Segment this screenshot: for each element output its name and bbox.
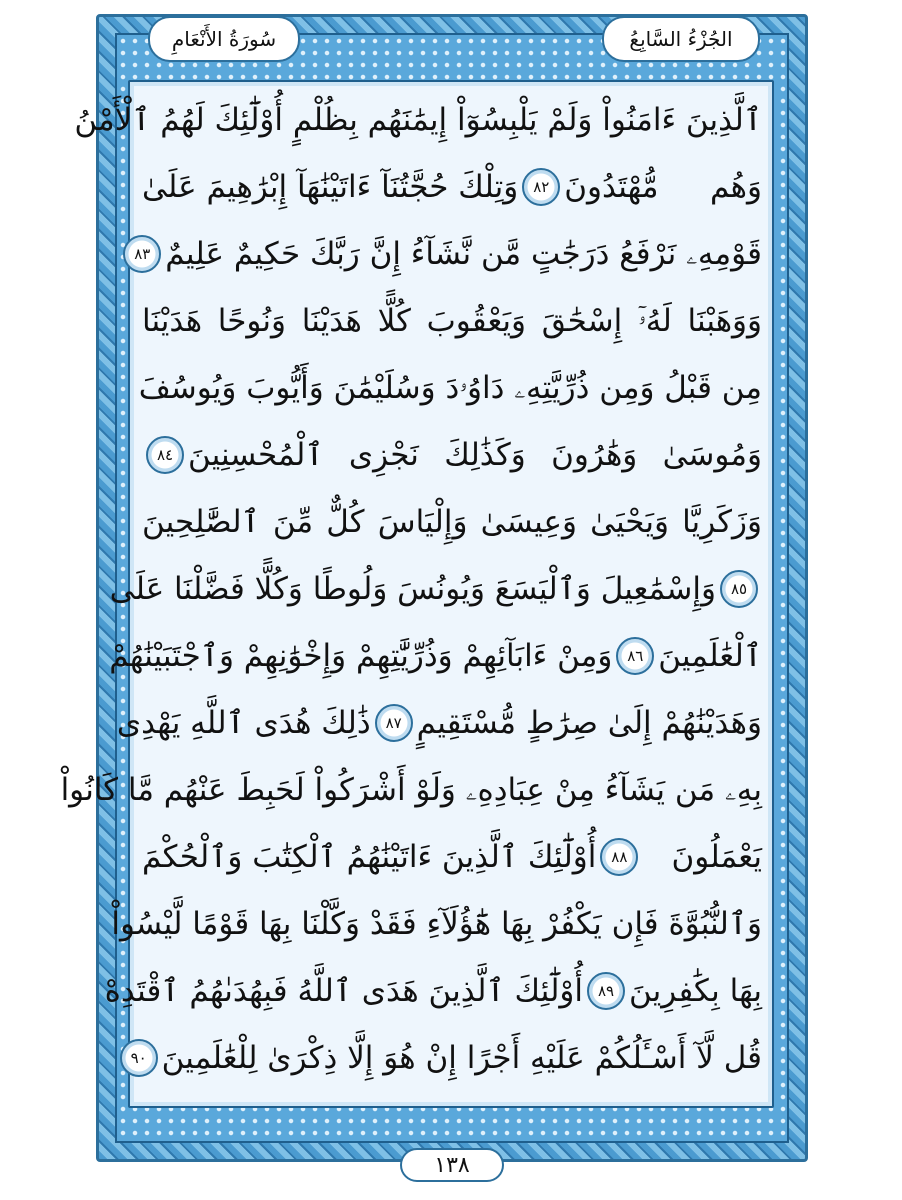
surah-header [148, 16, 300, 62]
ayah-number-marker: ٨٨ [600, 838, 638, 876]
text-line [104, 961, 762, 1021]
text-line [142, 157, 762, 217]
text-line [138, 358, 762, 418]
text-line [142, 827, 762, 887]
verse-text: بِهِۦ مَن يَشَآءُ مِنْ عِبَادِهِۦ وَلَوْ أَشْرَكُواْ لَحَبِطَ عَنْهُم مَّا كَانُواْ [60, 771, 762, 808]
verse-text: مِن قَبْلُ وَمِن ذُرِّيَّتِهِۦ دَاوُۥدَ وَسُلَيْمَٰنَ وَأَيُّوبَ وَيُوسُفَ [138, 369, 762, 406]
verse-text: بِهَا بِكَٰفِرِينَ [629, 973, 762, 1009]
text-line [130, 1028, 762, 1088]
verse-text: وَزَكَرِيَّا وَيَحْيَىٰ وَعِيسَىٰ وَإِلْيَاسَ كُلٌّ مِّنَ ٱلصَّٰلِحِينَ [142, 504, 762, 540]
verse-text: وَمِنْ ءَابَآئِهِمْ وَذُرِّيَّٰتِهِمْ وَإِخْوَٰنِهِمْ وَٱجْتَبَيْنَٰهُمْ [109, 638, 613, 674]
verse-text: وَوَهَبْنَا لَهُۥٓ إِسْحَٰقَ وَيَعْقُوبَ كُلًّا هَدَيْنَا وَنُوحًا هَدَيْنَا [142, 302, 762, 339]
text-line [116, 693, 762, 753]
surah-label: سُورَةُ الأَنْعَامِ [171, 27, 277, 51]
page-number [400, 1148, 504, 1182]
ayah-number-marker: ٨٩ [587, 972, 625, 1010]
verse-text: ذَٰلِكَ هُدَى ٱللَّهِ يَهْدِى [116, 705, 371, 741]
verse-text: ٱلَّذِينَ ءَامَنُواْ وَلَمْ يَلْبِسُوٓاْ إِيمَٰنَهُم بِظُلْمٍ أُوْلَٰٓئِكَ لَهُمُ ٱلْأَمْنُ [74, 102, 762, 138]
quran-text [60, 90, 762, 1100]
juz-header [602, 16, 760, 62]
verse-text: وَتِلْكَ حُجَّتُنَآ ءَاتَيْنَٰهَآ إِبْرَٰهِيمَ عَلَىٰ [142, 169, 519, 205]
text-line [109, 559, 762, 619]
ayah-number-marker: ٩٠ [120, 1039, 158, 1077]
ayah-number-marker: ٨٣ [123, 235, 161, 273]
text-line [111, 894, 762, 954]
page-number-label: ١٣٨ [434, 1152, 470, 1178]
ayah-number-marker: ٨٧ [375, 704, 413, 742]
text-line [109, 626, 762, 686]
verse-text: قَوْمِهِۦ نَرْفَعُ دَرَجَٰتٍ مَّن نَّشَآءُ إِنَّ رَبَّكَ حَكِيمٌ عَلِيمٌ [165, 235, 762, 272]
ayah-number-marker: ٨٥ [720, 570, 758, 608]
verse-text: وَهُم مُّهْتَدُونَ [564, 169, 762, 205]
verse-text: ٱلْعَٰلَمِينَ [658, 638, 762, 674]
verse-text: أُوْلَٰٓئِكَ ٱلَّذِينَ ءَاتَيْنَٰهُمُ ٱلْكِتَٰبَ وَٱلْحُكْمَ [142, 839, 597, 875]
text-line [142, 291, 762, 351]
verse-text: يَعْمَلُونَ [671, 839, 762, 875]
verse-text: وَهَدَيْنَٰهُمْ إِلَىٰ صِرَٰطٍ مُّسْتَقِيمٍ [416, 705, 762, 741]
verse-text: أُوْلَٰٓئِكَ ٱلَّذِينَ هَدَى ٱللَّهُ فَبِهُدَىٰهُمُ ٱقْتَدِهْ [104, 973, 584, 1009]
verse-text: قُل لَّآ أَسْـَٔلُكُمْ عَلَيْهِ أَجْرًا إِنْ هُوَ إِلَّا ذِكْرَىٰ لِلْعَٰلَمِينَ [161, 1040, 762, 1076]
text-line [60, 760, 762, 820]
verse-text: وَمُوسَىٰ وَهَٰرُونَ وَكَذَٰلِكَ نَجْزِى ٱلْمُحْسِنِينَ [188, 437, 762, 473]
text-line [134, 224, 762, 284]
juz-label: الجُزْءُ السَّابِعُ [629, 27, 733, 51]
ayah-number-marker: ٨٤ [146, 436, 184, 474]
ayah-number-marker: ٨٦ [616, 637, 654, 675]
text-line [142, 425, 762, 485]
text-line [142, 492, 762, 552]
verse-text: وَإِسْمَٰعِيلَ وَٱلْيَسَعَ وَيُونُسَ وَلُوطًا وَكُلًّا فَضَّلْنَا عَلَى [109, 571, 716, 607]
verse-text: وَٱلنُّبُوَّةَ فَإِن يَكْفُرْ بِهَا هَٰٓؤُلَآءِ فَقَدْ وَكَّلْنَا بِهَا قَوْمًا لَّيْسُواْ [111, 906, 762, 942]
ayah-number-marker: ٨٢ [522, 168, 560, 206]
text-line [74, 90, 762, 150]
